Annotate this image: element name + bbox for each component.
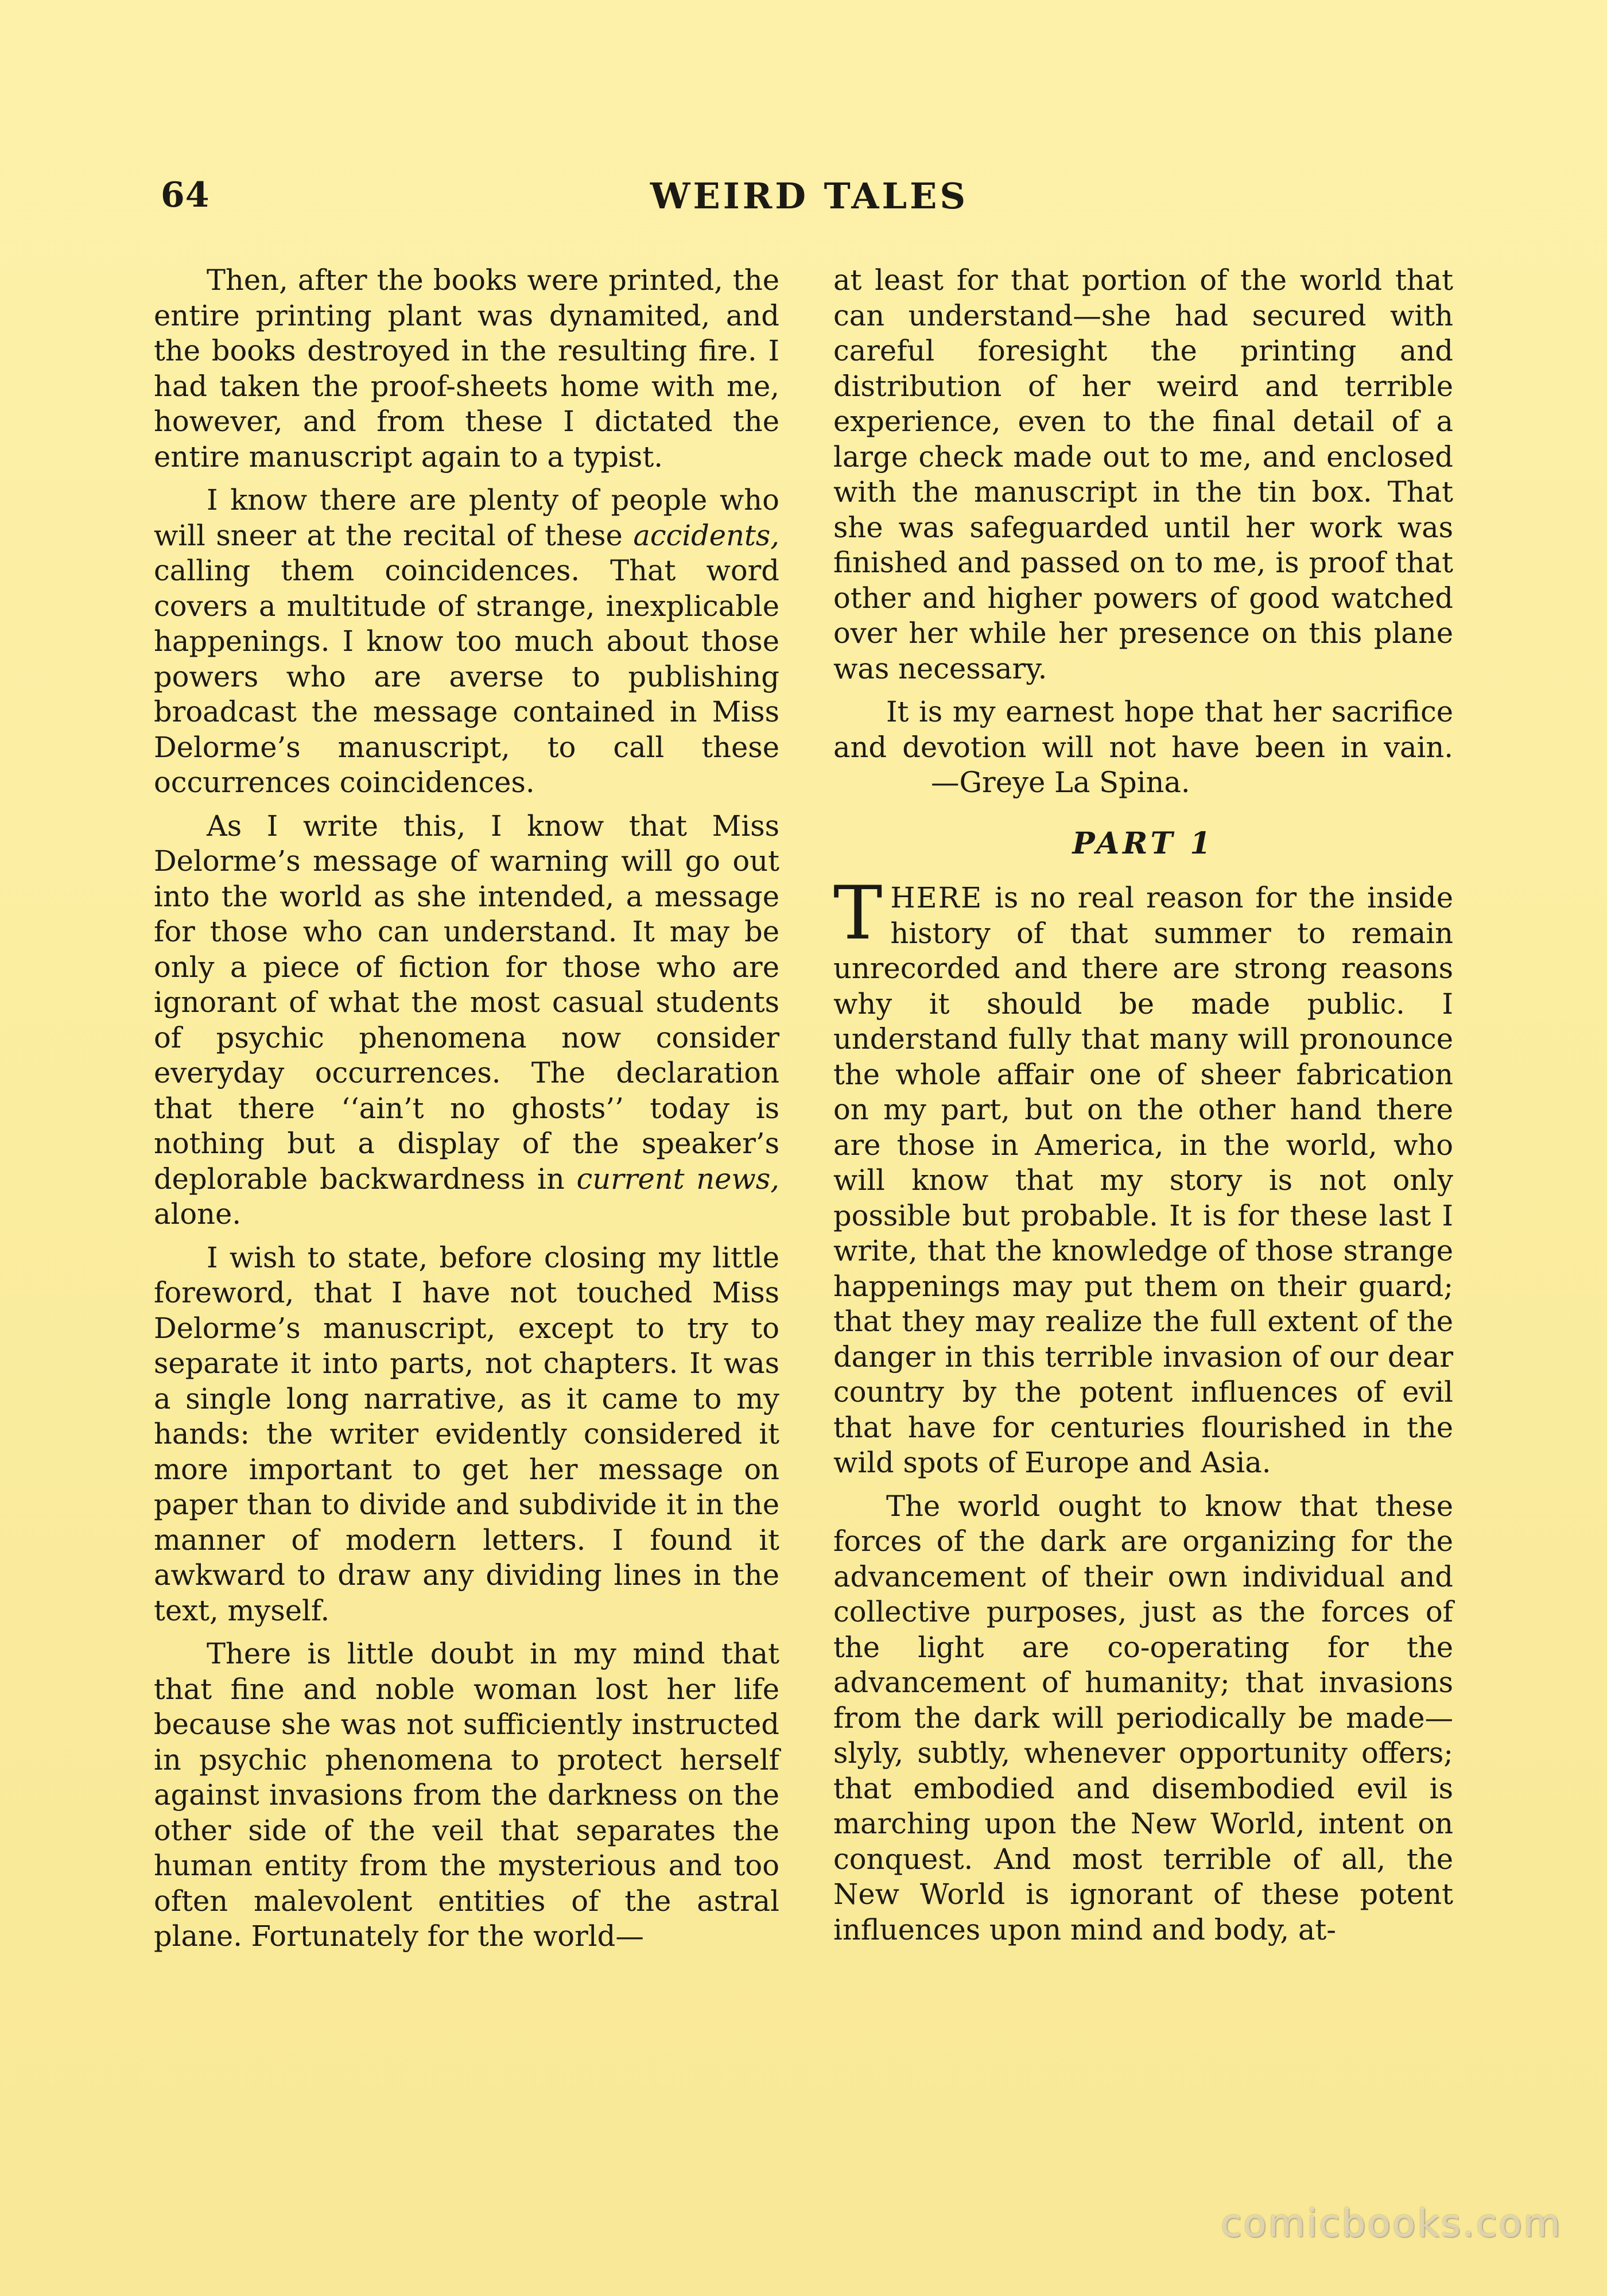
watermark: comicbooks.com: [1221, 2201, 1562, 2245]
paragraph: at least for that portion of the world that can understand—she had secured with careful foresight the printing and distribution of her weird and terrible experience, even to the final detail of a large check made out to me, and enclosed with the manuscript in the tin box. That she was safeguarded until her work was finished and passed on to me, is proof that other and higher powers of good watched over her while her presence on this plane was necessary.: [833, 263, 1453, 685]
paragraph: The world ought to know that these forces of the dark are organizing for the advancement of their own individual and collective purposes, just as the forces of the light are co-operating for the advancement of humanity; that invasions from the dark will periodically be made—slyly, subtly, whenever opportunity offers; that embodied and disembodied evil is marching upon the New World, intent on conquest. And most terrible of all, the New World is ignorant of these potent influences upon mind and body, at-: [833, 1489, 1453, 1946]
left-column: [154, 263, 779, 1963]
small-caps-text: HERE: [890, 881, 983, 914]
text-run: It is my earnest hope that her sacrifice and devotion will not have been in vain.: [833, 695, 1453, 764]
paragraph: [833, 695, 1453, 801]
paragraph: [154, 483, 779, 801]
text-run: As I write this, I know that Miss Delorme’s message of warning will go out into the world as she intended, a message for those who can understand. It may be only a piece of fiction for those who are ignorant of what the most casual students of psychic phenomena now consider everyday occurrences. The declaration that there ‘‘ain’t no ghosts’’ today is nothing but a display of the speaker’s deplorable backwardness in: [154, 809, 779, 1196]
text-run: I know there are plenty of people who will sneer at the recital of these: [154, 483, 779, 552]
italic-text: current news,: [576, 1162, 779, 1196]
paragraph: [833, 871, 1453, 1481]
part-heading: PART 1: [1072, 825, 1214, 861]
paragraph: There is little doubt in my mind that that fine and noble woman lost her life because she was not sufficiently instructed in psychic phenomena to protect herself against invasions from the darkness on the other side of the veil that separates the human entity from the mysterious and too often malevolent entities of the astral plane. Fortunately for the world—: [154, 1637, 779, 1953]
page-header: [161, 175, 1458, 221]
italic-text: accidents,: [633, 518, 779, 552]
page-number: 64: [161, 175, 210, 215]
author-signature: —Greye La Spina.: [931, 766, 1190, 799]
paragraph: [154, 809, 779, 1232]
right-column: [833, 263, 1453, 1956]
text-run: calling them coincidences. That word covers a multitude of strange, inexplicable happenings. I know too much about those powers who are averse to publishing broadcast the message contained in Miss Delorme’s manuscript, to call these occurrences coincidences.: [154, 554, 779, 799]
paragraph: Then, after the books were printed, the entire printing plant was dynamited, and the books destroyed in the resulting fire. I had taken the proof-sheets home with me, however, and from these I dictated the entire manuscript again to a typist.: [154, 263, 779, 474]
running-title: WEIRD TALES: [650, 175, 969, 217]
paragraph: I wish to state, before closing my little foreword, that I have not touched Miss Delorme’s manuscript, except to try to separate it into parts, not chapters. It was a single long narrative, as it came to my hands: the writer evidently considered it more important to get her message on paper than to divide and subdivide it in the manner of modern letters. I found it awkward to draw any dividing lines in the text, myself.: [154, 1240, 779, 1627]
text-run: is no real reason for the inside history of that summer to remain unrecorded and there are strong reasons why it should be made public. I understand fully that many will pronounce the whole affair one of sheer fabrication on my part, but on the other hand there are those in America, in the world, who will know that my story is not only possible but probable. It is for these last I write, that the knowledge of those strange happenings may put them on their guard; that they may realize the full extent of the danger in this terrible invasion of our dear country by the potent influences of evil that have for centuries flourished in the wild spots of Europe and Asia.: [833, 881, 1453, 1479]
drop-cap: T: [833, 871, 883, 956]
text-run: alone.: [154, 1197, 242, 1231]
